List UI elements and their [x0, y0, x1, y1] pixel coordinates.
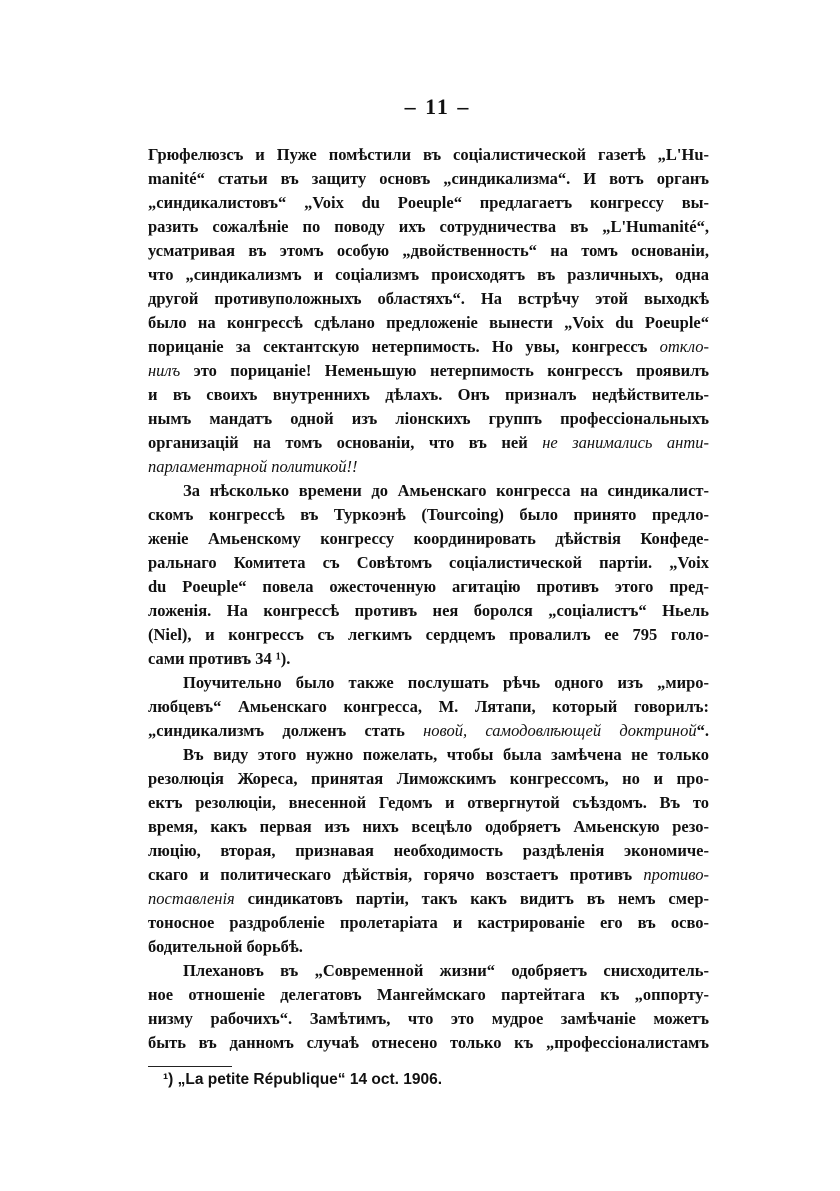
- text-line: [148, 527, 709, 551]
- text-span: синдикатовъ партіи, такъ какъ видитъ въ немъ смер-: [234, 889, 709, 908]
- footnote: ¹) „La petite République“ 14 oct. 1906.: [163, 1071, 443, 1088]
- text-line: [148, 887, 709, 911]
- text-span: (Niel), и конгрессъ съ легкимъ сердцемъ провалилъ ее 795 голо-: [148, 625, 709, 644]
- text-span: ральнаго Комитета съ Совѣтомъ соціалистической партіи. „Voix: [148, 553, 709, 572]
- text-span: Грюфелюзсъ и Пуже помѣстили въ соціалистической газетѣ „L'Hu-: [148, 145, 709, 164]
- text-line: [148, 839, 709, 863]
- text-line: [148, 1031, 709, 1055]
- text-span: ложенія. На конгрессѣ противъ нея боролся „соціалистъ“ Ньель: [148, 601, 709, 620]
- text-line: [148, 791, 709, 815]
- text-span: другой противуположныхъ областяхъ“. На встрѣчу этой выходкѣ: [148, 289, 709, 308]
- text-line: [148, 623, 709, 647]
- text-span: время, какъ первая изъ нихъ всецѣло одобряетъ Амьенскую резо-: [148, 817, 709, 836]
- page-number: – 11 –: [404, 94, 471, 119]
- text-line: [148, 959, 709, 983]
- italic-text: откло-: [659, 337, 709, 356]
- text-span: бодительной борьбѣ.: [148, 937, 303, 956]
- text-span: нымъ мандатъ одной изъ ліонскихъ группъ профессіональныхъ: [148, 409, 709, 428]
- text-line: [148, 551, 709, 575]
- text-line: [148, 695, 709, 719]
- text-line: [148, 287, 709, 311]
- text-line: [148, 431, 709, 455]
- text-span: За нѣсколько времени до Амьенскаго конгресса на синдикалист-: [183, 481, 709, 500]
- text-line: [148, 335, 709, 359]
- text-span: резолюція Жореса, принятая Лиможскимъ конгрессомъ, но и про-: [148, 769, 709, 788]
- text-line: [148, 671, 709, 695]
- text-span: было на конгрессѣ сдѣлано предложеніе вынести „Voix du Poeuple“: [148, 313, 709, 332]
- text-line: [148, 911, 709, 935]
- text-line: [148, 935, 709, 959]
- text-line: [148, 863, 709, 887]
- text-span: что „синдикализмъ и соціализмъ происходятъ въ различныхъ, одна: [148, 265, 709, 284]
- text-span: “.: [696, 721, 709, 740]
- text-line: [148, 719, 709, 743]
- italic-text: новой, самодовлѣющей доктриной: [423, 721, 697, 740]
- text-line: [148, 455, 709, 479]
- text-span: люцію, вторая, признавая необходимость раздѣленія экономиче-: [148, 841, 709, 860]
- text-span: тоносное раздробленіе пролетаріата и кастрированіе его въ осво-: [148, 913, 709, 932]
- italic-text: не занимались анти-: [542, 433, 709, 452]
- text-line: [148, 599, 709, 623]
- italic-text: поставленія: [148, 889, 235, 908]
- text-line: [148, 311, 709, 335]
- text-span: организацій на томъ основаніи, что въ ней: [148, 433, 543, 452]
- text-line: [148, 359, 709, 383]
- text-span: Въ виду этого нужно пожелать, чтобы была замѣчена не только: [183, 745, 709, 764]
- text-line: [148, 1007, 709, 1031]
- text-span: скаго и политическаго дѣйствія, горячо возстаетъ противъ: [148, 865, 644, 884]
- text-line: [148, 647, 709, 671]
- text-line: [148, 263, 709, 287]
- text-line: [148, 503, 709, 527]
- text-span: „синдикалистовъ“ „Voix du Poeuple“ предлагаетъ конгрессу вы-: [148, 193, 709, 212]
- body-text: [148, 143, 709, 1055]
- text-span: усматривая въ этомъ особую „двойственность“ на томъ основаніи,: [148, 241, 709, 260]
- footnote-divider: [148, 1066, 232, 1067]
- text-line: [148, 215, 709, 239]
- text-span: Поучительно было также послушать рѣчь одного изъ „миро-: [183, 673, 709, 692]
- text-line: [148, 815, 709, 839]
- text-line: [148, 239, 709, 263]
- italic-text: нилъ: [148, 361, 181, 380]
- text-span: разить сожалѣніе по поводу ихъ сотрудничества въ „L'Humanité“,: [148, 217, 709, 236]
- text-span: женіе Амьенскому конгрессу координировать дѣйствія Конфеде-: [148, 529, 709, 548]
- text-span: это порицаніе! Неменьшую нетерпимость конгрессъ проявилъ: [180, 361, 709, 380]
- text-line: [148, 167, 709, 191]
- text-line: [148, 575, 709, 599]
- italic-text: противо-: [643, 865, 709, 884]
- text-span: ное отношеніе делегатовъ Мангеймскаго партейтага къ „оппорту-: [148, 985, 709, 1004]
- text-line: [148, 143, 709, 167]
- text-span: du Poeuple“ повела ожесточенную агитацію противъ этого пред-: [148, 577, 709, 596]
- italic-text: парламентарной политикой!!: [148, 457, 358, 476]
- text-line: [148, 191, 709, 215]
- text-line: [148, 767, 709, 791]
- text-span: ектъ резолюціи, внесенной Гедомъ и отвергнутой съѣздомъ. Въ то: [148, 793, 709, 812]
- text-span: порицаніе за сектантскую нетерпимость. Но увы, конгрессъ: [148, 337, 660, 356]
- text-span: сами противъ 34 ¹).: [148, 649, 291, 668]
- text-span: Плехановъ въ „Современной жизни“ одобряетъ снисходитель-: [183, 961, 709, 980]
- text-line: [148, 479, 709, 503]
- text-span: низму рабочихъ“. Замѣтимъ, что это мудрое замѣчаніе можетъ: [148, 1009, 709, 1028]
- text-span: любцевъ“ Амьенскаго конгресса, М. Лятапи, который говорилъ:: [148, 697, 709, 716]
- text-line: [148, 983, 709, 1007]
- text-span: быть въ данномъ случаѣ отнесено только къ „профессіоналистамъ: [148, 1033, 709, 1052]
- text-span: и въ своихъ внутреннихъ дѣлахъ. Онъ призналъ недѣйствитель-: [148, 385, 709, 404]
- text-line: [148, 407, 709, 431]
- text-span: manité“ статьи въ защиту основъ „синдикализма“. И вотъ органъ: [148, 169, 709, 188]
- text-line: [148, 743, 709, 767]
- text-line: [148, 383, 709, 407]
- text-span: „синдикализмъ долженъ стать: [148, 721, 424, 740]
- text-span: скомъ конгрессѣ въ Туркоэнѣ (Tourcoing) было принято предло-: [148, 505, 709, 524]
